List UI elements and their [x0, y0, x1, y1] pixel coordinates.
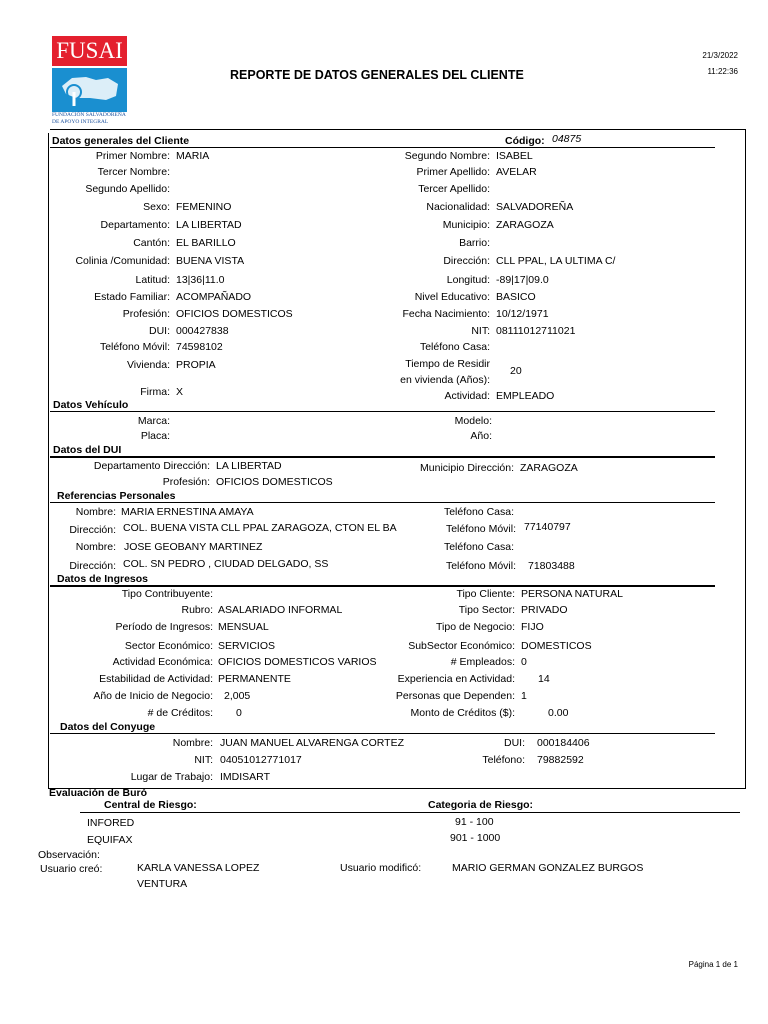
conyuge-tel: 79882592 [537, 754, 584, 766]
section-title-dui: Datos del DUI [53, 444, 122, 456]
conyuge-dui-label: DUI: [504, 737, 525, 749]
general-right-label-6: Dirección: [443, 255, 490, 267]
logo-caption: FUNDACIÓN SALVADOREÑA DE APOYO INTEGRAL [52, 112, 126, 125]
ref1-direccion: COL. BUENA VISTA CLL PPAL ZARAGOZA, CTON EL BA [123, 522, 397, 534]
ingresos-right-value-5: 14 [538, 673, 550, 685]
ingresos-right-value-0: PERSONA NATURAL [521, 588, 623, 600]
ingresos-left-label-4: Actividad Económica: [112, 656, 213, 668]
section-title-conyuge: Datos del Conyuge [60, 721, 156, 733]
dui-profesion-value: OFICIOS DOMESTICOS [216, 476, 333, 488]
codigo-value: 04875 [552, 133, 582, 145]
ingresos-left-value-5: PERMANENTE [218, 673, 291, 685]
frame-top [50, 129, 746, 130]
general-right-value-6: CLL PPAL, LA ULTIMA C/ [496, 255, 616, 267]
conyuge-dui: 000184406 [537, 737, 590, 749]
general-right-value-4: ZARAGOZA [496, 219, 554, 231]
usuario-creo-2: VENTURA [137, 878, 188, 890]
general-right-label-8: Nivel Educativo: [414, 291, 490, 303]
conyuge-tel-label: Teléfono: [482, 754, 525, 766]
ingresos-right-label-1: Tipo Sector: [458, 604, 515, 616]
ingresos-left-value-2: MENSUAL [218, 621, 269, 633]
general-right-label-1: Primer Apellido: [416, 166, 490, 178]
placa-label: Placa: [140, 430, 170, 442]
vehiculo-rule [50, 411, 715, 412]
general-left-value-10: 000427838 [176, 325, 229, 337]
general-right-value-9: 10/12/1971 [496, 308, 549, 320]
general-rule [50, 147, 715, 148]
dui-depto-label: Departamento Dirección: [93, 460, 210, 472]
buro-rule [80, 812, 740, 813]
conyuge-nombre-label: Nombre: [172, 737, 213, 749]
buro-central-2: EQUIFAX [87, 834, 133, 846]
ref1-direccion-label: Dirección: [69, 524, 116, 536]
general-left-label-7: Latitud: [135, 274, 170, 286]
section-title-referencias: Referencias Personales [57, 490, 176, 502]
general-left-label-12: Vivienda: [126, 359, 170, 371]
dui-municipio-label: Municipio Dirección: [420, 462, 514, 474]
section-title-ingresos: Datos de Ingresos [57, 573, 149, 585]
usuario-creo-1: KARLA VANESSA LOPEZ [137, 862, 260, 874]
tiempo-label-2: en vivienda (Años): [400, 374, 490, 386]
general-right-value-1: AVELAR [496, 166, 537, 178]
buro-categoria-2: 901 - 1000 [450, 832, 501, 844]
general-left-label-5: Cantón: [133, 237, 170, 249]
general-left-value-12: PROPIA [176, 359, 216, 371]
section-title-buro: Evaluación de Buró [49, 787, 148, 799]
ingresos-right-label-5: Experiencia en Actividad: [397, 673, 515, 685]
general-left-value-6: BUENA VISTA [176, 255, 245, 267]
ingresos-left-value-3: SERVICIOS [218, 640, 275, 652]
conyuge-nit: 04051012771017 [220, 754, 302, 766]
general-left-value-3: FEMENINO [176, 201, 232, 213]
codigo-label: Código: [505, 135, 545, 147]
ref1-nombre: MARIA ERNESTINA AMAYA [121, 506, 254, 518]
ingresos-left-label-2: Período de Ingresos: [115, 621, 213, 633]
general-left-label-11: Teléfono Móvil: [99, 341, 170, 353]
usuario-modifico: MARIO GERMAN GONZALEZ BURGOS [452, 862, 644, 874]
ingresos-right-value-4: 0 [521, 656, 527, 668]
ingresos-right-value-7: 0.00 [548, 707, 569, 719]
ref2-tel-movil: 71803488 [528, 560, 575, 572]
observacion-label: Observación: [38, 849, 100, 861]
section-title-vehiculo: Datos Vehículo [53, 399, 129, 411]
ingresos-left-label-1: Rubro: [181, 604, 213, 616]
general-left-label-8: Estado Familiar: [94, 291, 170, 303]
buro-categoria-1: 91 - 100 [455, 816, 494, 828]
general-left-value-0: MARIA [176, 150, 210, 162]
ref2-nombre: JOSE GEOBANY MARTINEZ [124, 541, 263, 553]
ref2-direccion-label: Dirección: [69, 560, 116, 572]
general-left-value-8: ACOMPAÑADO [176, 291, 252, 303]
conyuge-nit-label: NIT: [194, 754, 213, 766]
report-date: 21/3/2022 [702, 51, 738, 60]
general-right-label-5: Barrio: [459, 237, 490, 249]
frame-bottom [48, 788, 746, 789]
referencias-rule [50, 502, 715, 503]
ref2-tel-movil-label: Teléfono Móvil: [445, 560, 516, 572]
ref1-tel-casa-label: Teléfono Casa: [443, 506, 514, 518]
ingresos-left-label-0: Tipo Contribuyente: [121, 588, 213, 600]
ingresos-left-label-3: Sector Económico: [124, 640, 213, 652]
general-right-label-3: Nacionalidad: [426, 201, 490, 213]
ingresos-right-label-0: Tipo Cliente: [456, 588, 515, 600]
ingresos-right-label-6: Personas que Dependen: [395, 690, 515, 702]
report-title: REPORTE DE DATOS GENERALES DEL CLIENTE [230, 68, 524, 82]
ingresos-right-label-7: Monto de Créditos ($): [410, 707, 515, 719]
ref2-tel-casa-label: Teléfono Casa: [443, 541, 514, 553]
page-number: Página 1 de 1 [688, 960, 738, 969]
ref2-nombre-label: Nombre: [75, 541, 116, 553]
dui-depto-value: LA LIBERTAD [216, 460, 282, 472]
general-right-label-2: Tercer Apellido: [418, 183, 490, 195]
general-right-value-3: SALVADOREÑA [496, 201, 574, 213]
general-left-label-3: Sexo: [143, 201, 170, 213]
general-left-value-13: X [176, 386, 184, 398]
ingresos-right-value-6: 1 [521, 690, 527, 702]
ingresos-right-value-3: DOMESTICOS [521, 640, 592, 652]
ref1-nombre-label: Nombre: [75, 506, 116, 518]
general-left-label-4: Departamento: [100, 219, 170, 231]
el-salvador-map-logo-icon [52, 68, 127, 112]
ingresos-left-value-1: ASALARIADO INFORMAL [218, 604, 343, 616]
ref2-direccion: COL. SN PEDRO , CIUDAD DELGADO, SS [123, 558, 329, 570]
general-right-label-11: Teléfono Casa: [419, 341, 490, 353]
dui-rule [50, 456, 715, 458]
ingresos-right-label-3: SubSector Económico: [408, 640, 515, 652]
general-right-label-10: NIT: [471, 325, 490, 337]
ingresos-left-value-6: 2,005 [224, 690, 251, 702]
fusai-logo: FUSAI [52, 36, 127, 66]
buro-col-central: Central de Riesgo: [104, 799, 197, 811]
general-right-label-0: Segundo Nombre: [404, 150, 490, 162]
dui-municipio-value: ZARAGOZA [520, 462, 578, 474]
ingresos-left-label-5: Estabilidad de Actividad: [99, 673, 213, 685]
conyuge-trabajo: IMDISART [220, 771, 270, 783]
general-left-label-9: Profesión: [122, 308, 170, 320]
modelo-label: Modelo: [454, 415, 492, 427]
general-left-value-11: 74598102 [176, 341, 223, 353]
general-left-value-4: LA LIBERTAD [176, 219, 242, 231]
general-right-label-12: Tiempo de Residir [405, 358, 490, 370]
buro-col-categoria: Categoria de Riesgo: [428, 799, 534, 811]
ingresos-right-label-4: # Empleados: [450, 656, 515, 668]
general-left-label-6: Colinia /Comunidad: [75, 255, 170, 267]
dui-profesion-label: Profesión: [162, 476, 210, 488]
conyuge-rule [50, 733, 715, 734]
general-left-label-2: Segundo Apellido: [85, 183, 170, 195]
general-right-value-13: EMPLEADO [496, 390, 555, 402]
general-left-label-1: Tercer Nombre: [97, 166, 170, 178]
conyuge-nombre: JUAN MANUEL ALVARENGA CORTEZ [220, 737, 404, 749]
general-left-value-5: EL BARILLO [176, 237, 236, 249]
usuario-modifico-label: Usuario modificó: [340, 862, 422, 874]
ref1-tel-movil-label: Teléfono Móvil: [445, 523, 516, 535]
report-time: 11:22:36 [707, 67, 738, 76]
general-right-label-9: Fecha Nacimiento: [402, 308, 490, 320]
general-right-value-7: -89|17|09.0 [496, 274, 549, 286]
frame-right [745, 129, 746, 789]
ingresos-left-label-7: # de Créditos: [147, 707, 213, 719]
ingresos-left-value-7: 0 [236, 707, 242, 719]
tiempo-value: 20 [510, 365, 522, 377]
general-right-value-0: ISABEL [496, 150, 533, 162]
general-left-label-13: Firma: [140, 386, 170, 398]
general-right-label-4: Municipio: [442, 219, 490, 231]
ingresos-right-value-1: PRIVADO [521, 604, 568, 616]
buro-central-1: INFORED [87, 817, 135, 829]
general-left-value-7: 13|36|11.0 [176, 274, 225, 286]
ingresos-right-value-2: FIJO [521, 621, 544, 633]
ingresos-left-label-6: Año de Inicio de Negocio: [93, 690, 213, 702]
marca-label: Marca: [137, 415, 170, 427]
section-title-general: Datos generales del Cliente [52, 135, 190, 147]
usuario-creo-label: Usuario creó: [40, 863, 103, 875]
anio-label: Año: [470, 430, 492, 442]
conyuge-trabajo-label: Lugar de Trabajo: [130, 771, 213, 783]
general-right-label-7: Longitud: [446, 274, 490, 286]
ref1-tel-movil: 77140797 [524, 521, 571, 533]
general-right-value-10: 08111012711021 [496, 325, 576, 337]
general-right-value-8: BASICO [496, 291, 536, 303]
ingresos-rule [50, 585, 715, 587]
ingresos-left-value-4: OFICIOS DOMESTICOS VARIOS [218, 656, 377, 668]
general-left-value-9: OFICIOS DOMESTICOS [176, 308, 293, 320]
general-left-label-0: Primer Nombre: [95, 150, 170, 162]
ingresos-right-label-2: Tipo de Negocio: [436, 621, 515, 633]
general-right-label-13: Actividad: [444, 390, 490, 402]
general-left-label-10: DUI: [149, 325, 170, 337]
